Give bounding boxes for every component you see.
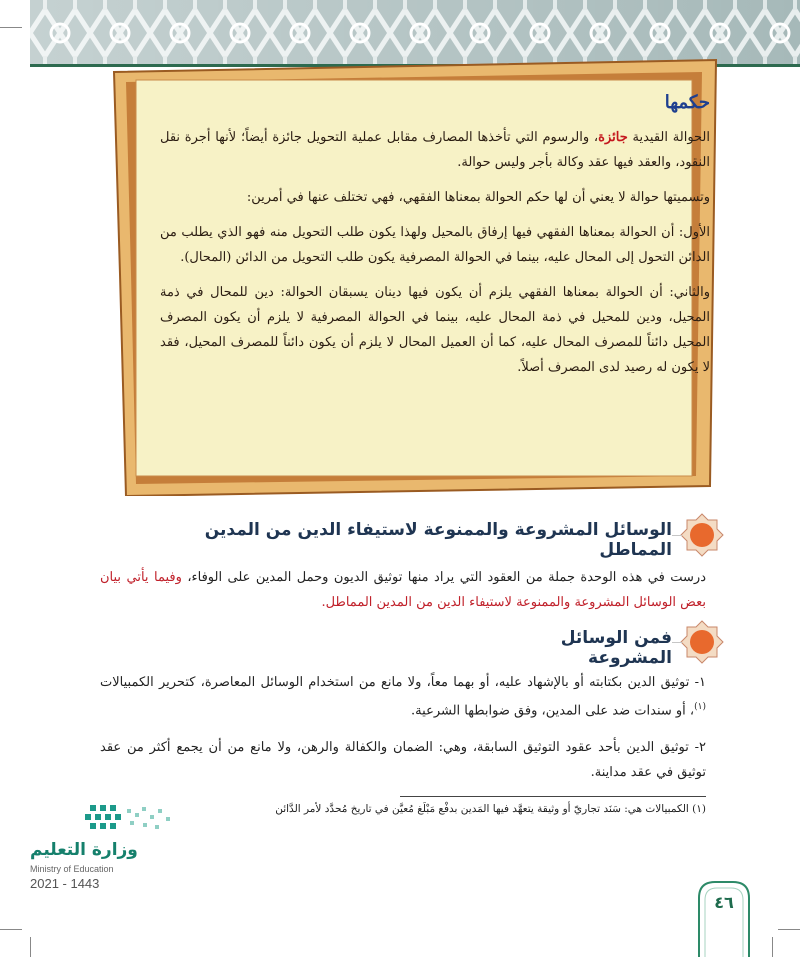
lawful-item-2: ٢- توثيق الدين بأحد عقود التوثيق السابقة، وهي: الضمان والكفالة والرهن، ولا مانع من أن يجمع أكثر من عقد توثيق في عقد مداينة. bbox=[100, 740, 706, 780]
section-intro bbox=[100, 565, 706, 615]
section-badge-icon bbox=[680, 620, 724, 664]
crop-mark bbox=[30, 937, 31, 957]
ministry-logo-icon bbox=[30, 803, 180, 837]
footnote-divider bbox=[400, 796, 706, 797]
section-title-lawful: فمن الوسائل المشروعة bbox=[500, 628, 672, 668]
box-title: حكمها bbox=[664, 92, 710, 113]
box-paragraph-1 bbox=[160, 125, 710, 175]
crop-mark bbox=[0, 929, 22, 930]
footnote-ref[interactable]: (١) bbox=[694, 702, 706, 712]
ministry-name-ar: وزارة التعليم bbox=[30, 840, 138, 860]
text-run: الحوالة القيدية bbox=[627, 130, 710, 145]
ministry-name-en: Ministry of Education bbox=[30, 864, 114, 874]
text-run: ١- توثيق الدين بكتابته أو بالإشهاد عليه، أو بهما معاً، ولا مانع من استخدام الوسائل المعاصرة، كتحرير الكمبيالات bbox=[100, 675, 706, 690]
footnote-text: (١) الكمبيالات هي: سَنَد تجاريّ أو وثيقة يتعهَّد فيها المَدين بدفْع مَبْلَغ مُعيَّن في تاريخ مُحدَّد لأمر الدَّائن bbox=[275, 803, 706, 815]
ministry-year: 2021 - 1443 bbox=[30, 876, 100, 891]
crop-mark bbox=[772, 937, 773, 957]
box-paragraph-2: وتسميتها حوالة لا يعني أن لها حكم الحوالة بمعناها الفقهي، فهي تختلف عنها في أمرين: bbox=[246, 190, 710, 205]
lawful-item-1 bbox=[100, 670, 706, 723]
highlight-word: جائزة bbox=[598, 130, 628, 145]
text-run: ، والرسوم التي تأخذها المصارف مقابل عملية التحويل جائزة أيضاً؛ لأنها أجرة نقل النقود، والعقد فيها عقد وكالة بأجر وليس حوالة. bbox=[160, 130, 710, 170]
ruling-box-content bbox=[160, 90, 710, 390]
page-number: ٤٦ bbox=[714, 893, 734, 912]
section-badge-icon bbox=[680, 513, 724, 557]
box-paragraph-3: الأول: أن الحوالة بمعناها الفقهي فيها إرفاق بالمحيل ولهذا يكون طلب التحويل منه فهو الذي يطلب من الدائن التحول إلى المحال عليه، بينما في الحوالة المصرفية يكون طلب التحويل من الدائن (المحال). bbox=[160, 225, 710, 265]
text-run: درست في هذه الوحدة جملة من العقود التي يراد منها توثيق الديون وحمل المدين على الوفاء، bbox=[181, 570, 706, 585]
text-run: ، أو سندات ضد على المدين، وفق ضوابطها الشرعية. bbox=[411, 703, 695, 719]
box-paragraph-4: والثاني: أن الحوالة بمعناها الفقهي يلزم أن يكون فيها دينان يسبقان الحوالة: دين للمحال في ذمة المحيل، ودين للمحيل في ذمة المحال عليه، بينما في الحوالة المصرفية لا يلزم أن يكون المصرف المحيل دائناً للمصرف المحال عليه، كما أن العميل المحال لا يلزم أن يكون دائناً للمصرف المحيل، فقد لا يكون له رصيد لدى المصرف أصلاً. bbox=[160, 285, 710, 375]
crop-mark bbox=[778, 929, 800, 930]
section-title-means: الوسائل المشروعة والممنوعة لاستيفاء الدين من المدين المماطل bbox=[190, 520, 672, 560]
red-text-run: وفيما يأتي بيان بعض الوسائل المشروعة والممنوعة لاستيفاء الدين من المدين المماطل. bbox=[100, 570, 706, 610]
crop-mark bbox=[0, 27, 22, 28]
page-number-tab bbox=[697, 880, 751, 957]
